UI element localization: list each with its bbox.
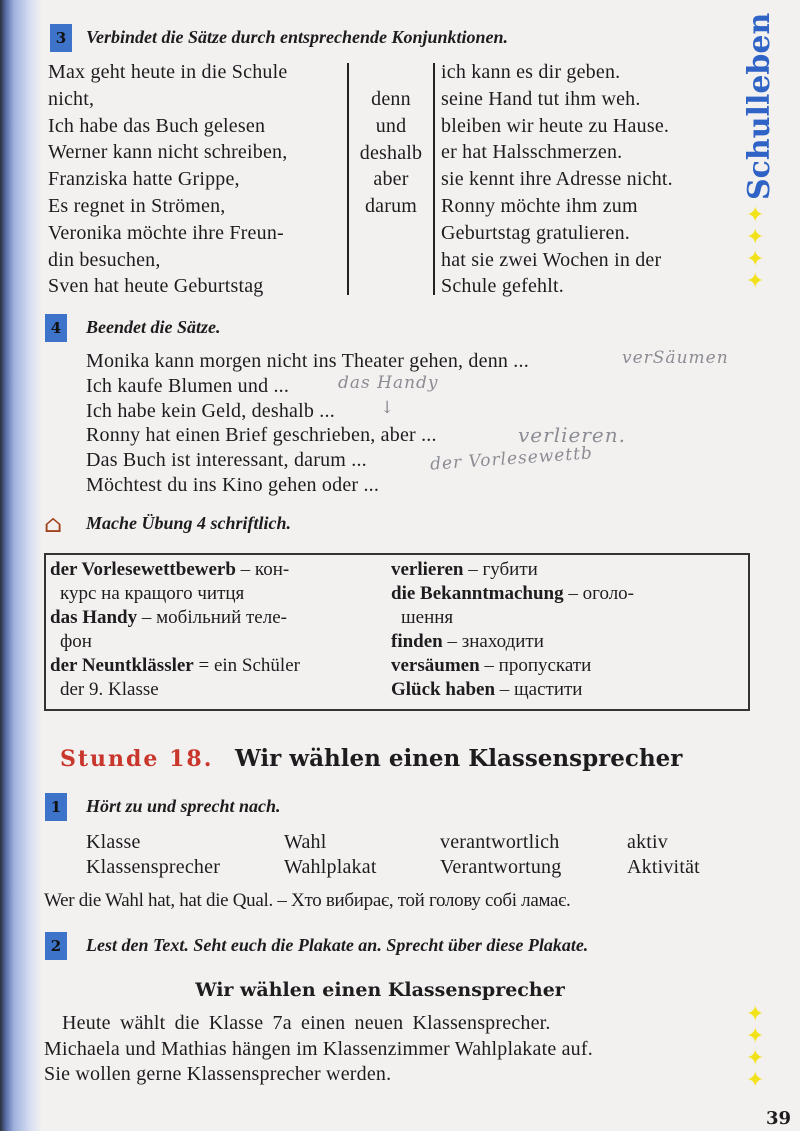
vocab-translation: – оголо- [563,583,635,604]
vocab-word: Klasse [86,831,141,853]
vocab-entry [401,607,453,629]
exercise-number: 2 [45,932,67,960]
conjunction: denn [371,88,411,110]
house-icon: ⌂ [44,510,63,538]
column-divider [347,63,349,295]
right-clause: er hat Halsschmerzen. [441,141,623,164]
exercise-task: Beendet die Sätze. [86,317,221,337]
vocab-word: das Handy [50,607,138,628]
text-title: Wir wählen einen Klassensprecher [195,979,565,1001]
vocab-entry [60,679,159,701]
left-clause: din besuchen, [48,248,161,271]
handwritten-note: der Vorlesewettb [429,443,594,475]
vocab-entry [391,631,544,653]
vocab-word: Wahl [284,831,327,853]
left-clause: Ich habe das Buch gelesen [48,114,266,137]
conjunction: aber [373,168,409,191]
vocab-word: die Bekanntmachung [391,583,564,604]
vocab-translation: – пропускати [479,655,592,676]
right-clause: Schule gefehlt. [441,275,564,298]
sentence: Möchtest du ins Kino gehen oder ... [86,474,380,496]
handwritten-note: verlieren. [518,423,626,447]
vocab-translation: шення [401,607,454,628]
vocab-word: verlieren [391,559,464,580]
vocab-word: Aktivität [627,856,700,878]
vocab-word: Glück haben [391,679,496,700]
vocab-word: verantwortlich [440,831,560,853]
right-clause: sie kennt ihre Adresse nicht. [441,168,673,191]
homework-task: Mache Übung 4 schriftlich. [86,513,292,533]
vocab-translation: фон [60,631,92,652]
vocab-entry [60,631,92,653]
vocab-word: Wahlplakat [284,856,377,878]
vocab-translation: – мобільний теле- [137,607,287,628]
vocab-translation: = ein Schüler [193,655,300,676]
star-icon: ✦ [746,1068,765,1093]
exercise-number: 3 [50,24,72,52]
sentence: Monika kann morgen nicht ins Theater gehen, denn ... [86,350,529,372]
vocab-word: Klassensprecher [86,856,221,878]
vocab-entry [50,559,289,581]
left-clause: Sven hat heute Geburtstag [48,275,264,298]
text-line: Sie wollen gerne Klassensprecher werden. [44,1063,392,1085]
vocab-word: der Neuntklässler [50,655,194,676]
vocab-entry [391,583,634,605]
vocab-translation: der 9. Klasse [60,679,159,700]
vocab-word: Verantwortung [440,856,562,878]
lesson-label: Stunde 18. [60,746,214,772]
lesson-title: Wir wählen einen Klassensprecher [235,745,683,772]
page-binding [0,0,42,1131]
conjunction: und [375,114,407,137]
text-line: Heute wählt die Klasse 7a einen neuen Klassensprecher. [62,1012,551,1034]
right-clause: bleiben wir heute zu Hause. [441,114,670,137]
vocab-translation: – губити [463,559,538,580]
column-divider [433,63,435,295]
exercise-task: Lest den Text. Seht euch die Plakate an. Sprecht über diese Plakate. [86,935,589,955]
page-number: 39 [766,1108,792,1129]
proverb: Wer die Wahl hat, hat die Qual. – Хто вибирає, той голову собі ламає. [44,890,571,911]
sentence: Ich kaufe Blumen und ... [86,374,290,397]
star-icon: ✦ [746,269,765,294]
star-icon: ✦ [746,203,765,228]
sentence: Das Buch ist interessant, darum ... [86,449,367,472]
exercise-task: Hört zu und sprecht nach. [86,796,281,816]
right-clause: ich kann es dir geben. [441,61,621,83]
vocab-word: der Vorlesewettbewerb [50,559,236,580]
vocab-entry [391,679,582,701]
left-clause: Es regnet in Strömen, [48,195,226,217]
conjunction: deshalb [359,141,423,164]
right-clause: Ronny möchte ihm zum [441,195,638,217]
star-icon: ✦ [746,247,765,272]
star-icon: ✦ [746,1046,765,1071]
left-clause: Franziska hatte Grippe, [48,168,240,191]
vocab-entry [391,559,538,581]
left-clause: nicht, [48,87,95,110]
vocab-translation: – кон- [235,559,290,580]
star-icon: ✦ [746,225,765,250]
sentence: Ich habe kein Geld, deshalb ... [86,399,335,422]
right-clause: hat sie zwei Wochen in der [441,248,662,271]
handwritten-note: das Handy [338,373,439,393]
vocabulary-box [44,553,750,711]
vocab-translation: – щастити [495,679,583,700]
right-clause: seine Hand tut ihm weh. [441,87,641,110]
left-clause: Veronika möchte ihre Freun- [48,221,284,244]
vocab-entry [391,655,591,677]
vocab-translation: курс на кращого читця [60,583,245,604]
text-line: Michaela und Mathias hängen im Klassenzimmer Wahlplakate auf. [44,1037,593,1060]
sentence: Ronny hat einen Brief geschrieben, aber ... [86,424,437,447]
vocab-word: aktiv [627,831,668,853]
conjunction: darum [364,195,418,218]
right-clause: Geburtstag gratulieren. [441,221,630,244]
star-icon: ✦ [746,1002,765,1027]
handwritten-note: verSäumen [622,348,729,368]
left-clause: Werner kann nicht schreiben, [48,141,288,164]
vocab-entry [60,583,244,605]
exercise-number: 4 [45,314,67,342]
section-label: Schulleben [742,12,777,200]
handwritten-note: ↓ [380,398,396,418]
exercise-task: Verbindet die Sätze durch entsprechende Konjunktionen. [86,27,509,47]
vocab-entry [50,607,287,629]
vocab-word: finden [391,631,443,652]
left-clause: Max geht heute in die Schule [48,61,288,83]
star-icon: ✦ [746,1024,765,1049]
exercise-number: 1 [45,793,67,821]
vocab-entry [50,655,300,677]
vocab-translation: – знаходити [442,631,544,652]
vocab-word: versäumen [391,655,480,676]
